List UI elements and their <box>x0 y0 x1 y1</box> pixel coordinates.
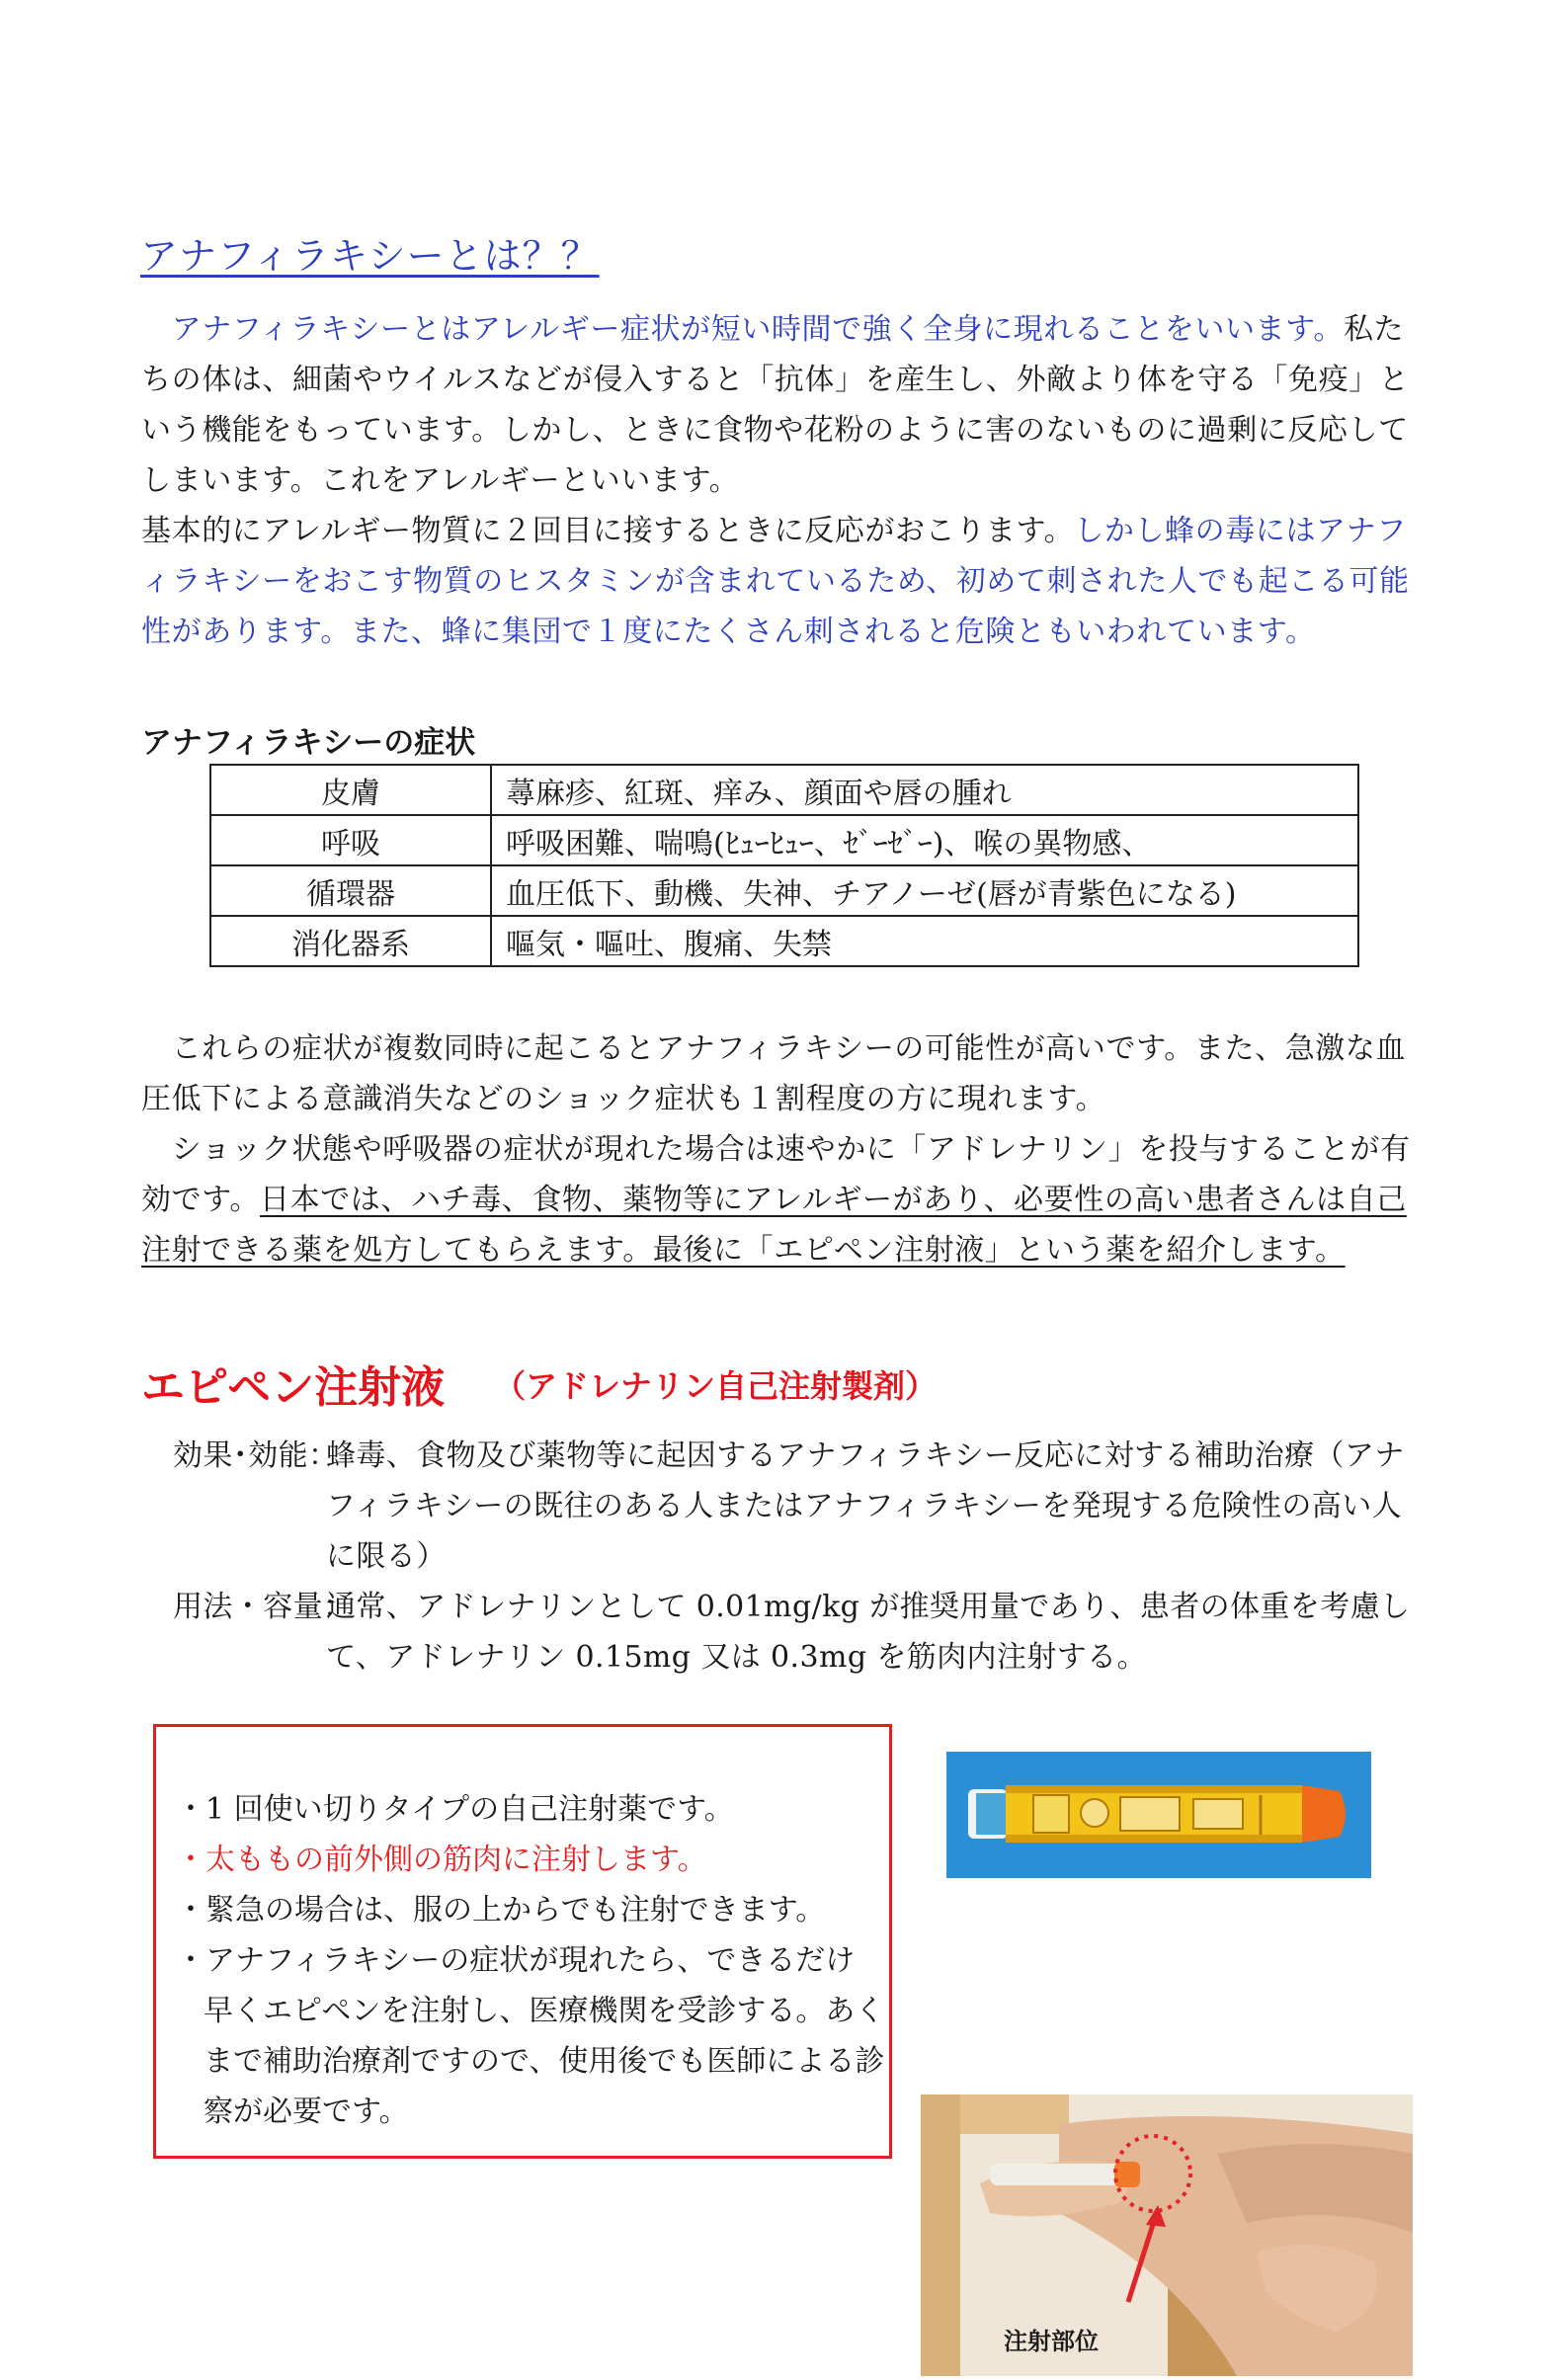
symptom-detail: 嘔気・嘔吐、腹痛、失禁 <box>491 916 1358 966</box>
table-row <box>210 916 1358 966</box>
symptom-category: 循環器 <box>210 865 491 916</box>
note-when-symptoms: ・アナフィラキシーの症状が現れたら、できるだけ <box>176 1943 856 1978</box>
table-row <box>210 765 1358 815</box>
adrenaline-underlined: 日本では、ハチ毒、食物、薬物等にアレルギーがあり、必要性の高い患者さんは自己注射できる薬を処方してもらえます。最後に「エピペン注射液」という薬を紹介します。 <box>141 1183 1407 1268</box>
bee-paragraph <box>141 506 1416 657</box>
symptom-detail: 蕁麻疹、紅斑、痒み、顔面や唇の腫れ <box>491 765 1358 815</box>
bee-paragraph-plain: 基本的にアレルギー物質に２回目に接するときに反応がおこります。 <box>141 514 1075 548</box>
effect-text: 蜂毒、食物及び薬物等に起因するアナフィラキシー反応に対する補助治療（アナフィラキシーの既往のある人またはアナフィラキシーを発現する危険性の高い人に限る） <box>326 1438 1405 1574</box>
symptom-category: 呼吸 <box>210 815 491 865</box>
symptom-category: 皮膚 <box>210 765 491 815</box>
epipen-product-image <box>946 1752 1371 1878</box>
injection-site-label: 注射部位 <box>1004 2328 1099 2355</box>
intro-body: 私たちの体は、細菌やウイルスなどが侵入すると「抗体」を産生し、外敵より体を守る「免疫」という機能をもっています。しかし、ときに食物や花粉のように害のないものに過剰に反応してしまいます。これをアレルギーといいます。 <box>141 312 1410 498</box>
table-row <box>210 865 1358 916</box>
intro-paragraph <box>141 304 1416 506</box>
injection-site-photo <box>921 2094 1413 2376</box>
note-single-use: ・1 回使い切りタイプの自己注射薬です。 <box>176 1792 734 1827</box>
effect-label: 効果･効能： <box>173 1438 339 1473</box>
symptoms-heading: アナフィラキシーの症状 <box>141 725 476 761</box>
symptoms-table <box>209 764 1359 967</box>
symptom-detail: 呼吸困難、喘鳴(ﾋｭｰﾋｭｰ、ｾﾞｰｾﾞｰ)、喉の異物感、 <box>491 815 1358 865</box>
epipen-subtitle: （アドレナリン自己注射製剤） <box>494 1367 938 1405</box>
note-see-doctor: 早くエピペンを注射し、医療機関を受診する。あくまで補助治療剤ですので、使用後でも医師による診察が必要です。 <box>204 1994 885 2129</box>
note-thigh-injection: ・太ももの前外側の筋肉に注射します。 <box>176 1843 707 1877</box>
note-through-clothes: ・緊急の場合は、服の上からでも注射できます。 <box>176 1893 826 1928</box>
adrenaline-paragraph <box>141 1124 1416 1275</box>
intro-highlight: アナフィラキシーとはアレルギー症状が短い時間で強く全身に現れることをいいます。 <box>141 312 1344 347</box>
usage-label: 用法・容量： <box>173 1590 354 1624</box>
symptoms-explanation: これらの症状が複数同時に起こるとアナフィラキシーの可能性が高いです。また、急激な血圧低下による意識消失などのショック症状も１割程度の方に現れます。 <box>141 1031 1407 1116</box>
adrenaline-plain: ショック状態や呼吸器の症状が現れた場合は速やかに「アドレナリン」を投与することが有効です。 <box>141 1132 1411 1217</box>
section-title-anaphylaxis: アナフィラキシーとは？？ <box>140 234 600 278</box>
epipen-title: エピペン注射液 <box>141 1362 446 1413</box>
bee-paragraph-highlight: しかし蜂の毒にはアナフィラキシーをおこす物質のヒスタミンが含まれているため、初めて刺された人でも起こる可能性があります。また、蜂に集団で１度にたくさん刺されると危険ともいわれています。 <box>141 514 1410 649</box>
table-row <box>210 815 1358 865</box>
usage-text: 通常、アドレナリンとして 0.01mg/kg が推奨用量であり、患者の体重を考慮して、アドレナリン 0.15mg 又は 0.3mg を筋肉内注射する。 <box>326 1590 1411 1675</box>
symptom-detail: 血圧低下、動機、失神、チアノーゼ(唇が青紫色になる) <box>491 865 1358 916</box>
symptom-category: 消化器系 <box>210 916 491 966</box>
notes-list <box>176 1784 887 2137</box>
